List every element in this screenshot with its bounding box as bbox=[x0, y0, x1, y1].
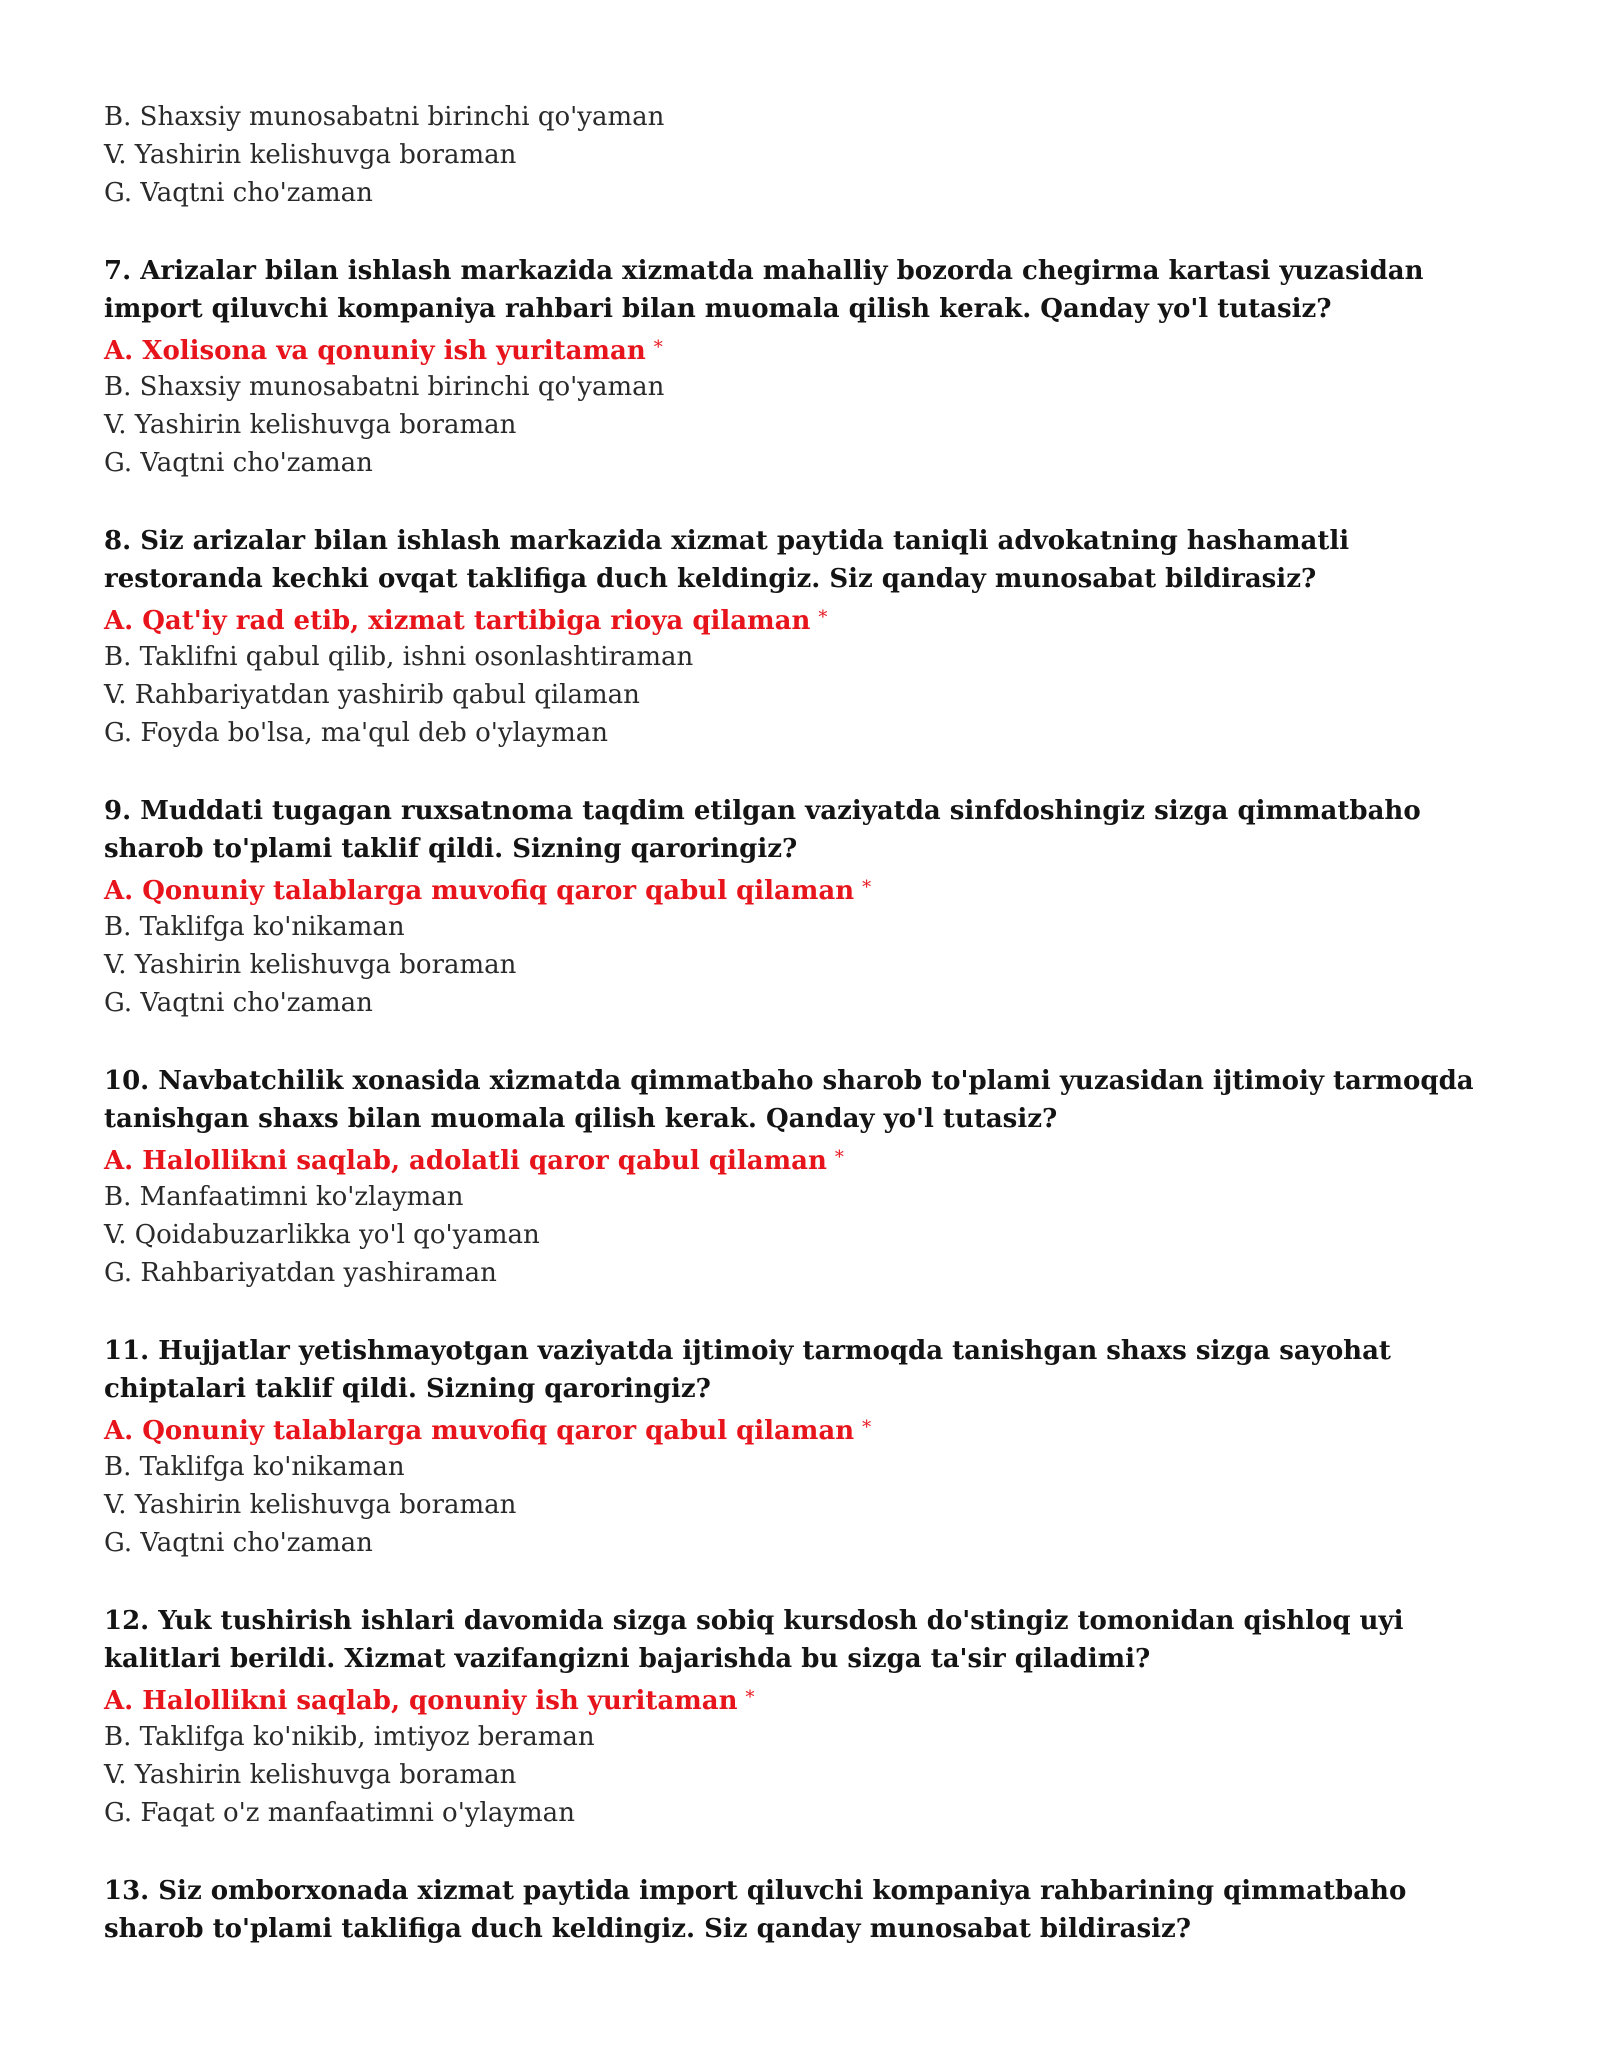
option-v: V. Yashirin kelishuvga boraman bbox=[104, 140, 517, 170]
question-13 bbox=[104, 1872, 1504, 1948]
correct-answer bbox=[104, 868, 1504, 908]
option-g: G. Foyda bo'lsa, ma'qul deb o'ylayman bbox=[104, 718, 608, 748]
option-v: V. Yashirin kelishuvga boraman bbox=[104, 950, 517, 980]
correct-answer-text: A. Qat'iy rad etib, xizmat tartibiga rioya qilaman bbox=[104, 606, 811, 636]
question-9 bbox=[104, 792, 1504, 1022]
option-b: B. Taklifga ko'nikaman bbox=[104, 912, 405, 942]
correct-answer bbox=[104, 1408, 1504, 1448]
question-12 bbox=[104, 1602, 1504, 1832]
question-text: 7. Arizalar bilan ishlash markazida xizmatda mahalliy bozorda chegirma kartasi yuzasidan import qiluvchi kompaniya rahbari bilan muomala qilish kerak. Qanday yo'l tutasiz? bbox=[104, 256, 1424, 324]
question-7 bbox=[104, 252, 1504, 482]
option-b: B. Shaxsiy munosabatni birinchi qo'yaman bbox=[104, 372, 665, 402]
option-v: V. Rahbariyatdan yashirib qabul qilaman bbox=[104, 680, 640, 710]
correct-marker: * bbox=[745, 1687, 755, 1708]
question-text: 11. Hujjatlar yetishmayotgan vaziyatda ijtimoiy tarmoqda tanishgan shaxs sizga sayohat chiptalari taklif qildi. Sizning qaroringiz? bbox=[104, 1336, 1391, 1404]
option-v: V. Yashirin kelishuvga boraman bbox=[104, 1490, 517, 1520]
option-v: V. Yashirin kelishuvga boraman bbox=[104, 1760, 517, 1790]
correct-answer-text: A. Halollikni saqlab, qonuniy ish yuritaman bbox=[104, 1686, 738, 1716]
option-g: G. Vaqtni cho'zaman bbox=[104, 178, 373, 208]
question-text: 13. Siz omborxonada xizmat paytida import qiluvchi kompaniya rahbarining qimmatbaho sharob to'plami taklifiga duch keldingiz. Siz qanday munosabat bildirasiz? bbox=[104, 1876, 1407, 1944]
option-b: B. Taklifni qabul qilib, ishni osonlashtiraman bbox=[104, 642, 694, 672]
option-b: B. Shaxsiy munosabatni birinchi qo'yaman bbox=[104, 102, 665, 132]
option-g: G. Rahbariyatdan yashiraman bbox=[104, 1258, 497, 1288]
correct-marker: * bbox=[862, 877, 872, 898]
correct-answer-text: A. Xolisona va qonuniy ish yuritaman bbox=[104, 336, 646, 366]
document-page bbox=[104, 98, 1504, 1948]
option-b: B. Taklifga ko'nikib, imtiyoz beraman bbox=[104, 1722, 595, 1752]
correct-marker: * bbox=[862, 1417, 872, 1438]
leading-options bbox=[104, 98, 1504, 212]
question-text: 12. Yuk tushirish ishlari davomida sizga sobiq kursdosh do'stingiz tomonidan qishloq uyi kalitlari berildi. Xizmat vazifangizni bajarishda bu sizga ta'sir qiladimi? bbox=[104, 1606, 1404, 1674]
correct-marker: * bbox=[818, 607, 828, 628]
question-11 bbox=[104, 1332, 1504, 1562]
option-b: B. Manfaatimni ko'zlayman bbox=[104, 1182, 464, 1212]
correct-answer bbox=[104, 328, 1504, 368]
option-g: G. Vaqtni cho'zaman bbox=[104, 1528, 373, 1558]
correct-answer bbox=[104, 1678, 1504, 1718]
question-text: 10. Navbatchilik xonasida xizmatda qimmatbaho sharob to'plami yuzasidan ijtimoiy tarmoqda tanishgan shaxs bilan muomala qilish kerak. Qanday yo'l tutasiz? bbox=[104, 1066, 1474, 1134]
correct-answer bbox=[104, 598, 1504, 638]
correct-answer-text: A. Halollikni saqlab, adolatli qaror qabul qilaman bbox=[104, 1146, 827, 1176]
question-text: 8. Siz arizalar bilan ishlash markazida xizmat paytida taniqli advokatning hashamatli restoranda kechki ovqat taklifiga duch keldingiz. Siz qanday munosabat bildirasiz? bbox=[104, 526, 1350, 594]
question-8 bbox=[104, 522, 1504, 752]
question-text: 9. Muddati tugagan ruxsatnoma taqdim etilgan vaziyatda sinfdoshingiz sizga qimmatbaho sharob to'plami taklif qildi. Sizning qaroringiz? bbox=[104, 796, 1421, 864]
question-10 bbox=[104, 1062, 1504, 1292]
option-g: G. Vaqtni cho'zaman bbox=[104, 988, 373, 1018]
correct-marker: * bbox=[653, 337, 663, 358]
correct-marker: * bbox=[834, 1147, 844, 1168]
option-v: V. Yashirin kelishuvga boraman bbox=[104, 410, 517, 440]
option-g: G. Faqat o'z manfaatimni o'ylayman bbox=[104, 1798, 575, 1828]
option-v: V. Qoidabuzarlikka yo'l qo'yaman bbox=[104, 1220, 540, 1250]
correct-answer-text: A. Qonuniy talablarga muvofiq qaror qabul qilaman bbox=[104, 876, 855, 906]
option-g: G. Vaqtni cho'zaman bbox=[104, 448, 373, 478]
correct-answer-text: A. Qonuniy talablarga muvofiq qaror qabul qilaman bbox=[104, 1416, 855, 1446]
option-b: B. Taklifga ko'nikaman bbox=[104, 1452, 405, 1482]
correct-answer bbox=[104, 1138, 1504, 1178]
